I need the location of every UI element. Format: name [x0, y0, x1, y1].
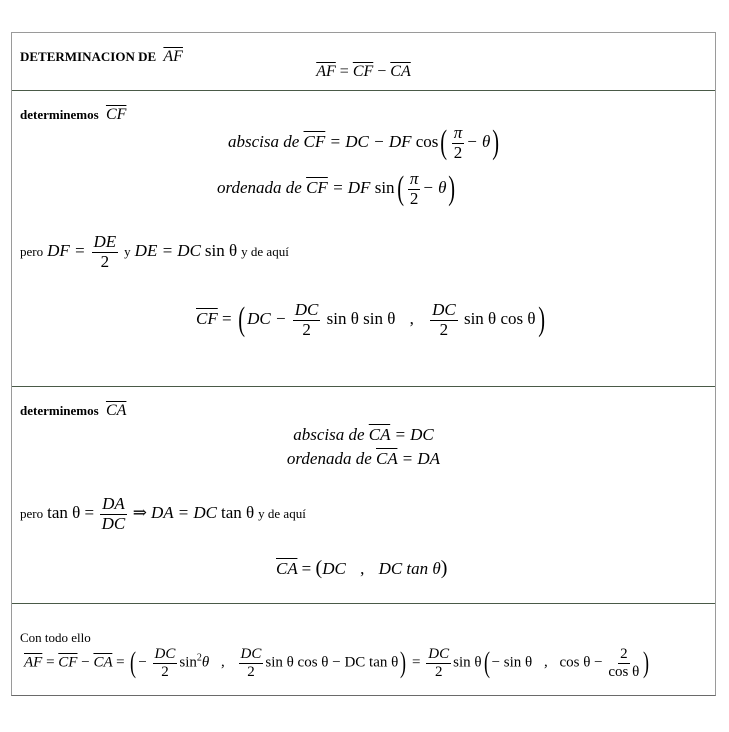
cf-abscisa-equation: abscisa de $\overline{CF}$ = DC − DF cos( $\frac{\pi}{2}$ − θ)	[228, 123, 500, 162]
vector-af: $\overline{AF}$	[163, 48, 183, 65]
section-cf-heading: determinemos $\overline{CF}$	[20, 106, 127, 123]
section-ca-heading: determinemos $\overline{CA}$	[20, 402, 127, 419]
cf-pero-line: pero DF = $\frac{DE}{2}$ y DE = DC sin θ y de aquí	[20, 232, 289, 271]
ca-pero-line: pero tan θ = $\frac{DA}{DC}$ ⇒ DA = DC tan θ y de aquí	[20, 494, 306, 533]
cf-ordenada-equation: ordenada de $\overline{CF}$ = DF sin( $\frac{\pi}{2}$ − θ)	[217, 169, 456, 208]
section-final	[12, 603, 715, 696]
section-cf	[12, 90, 715, 386]
final-intro: Con todo ello	[20, 630, 91, 645]
ca-result-equation: $\overline{CA} = (DC$ , DC tan θ)	[276, 557, 448, 579]
vector-ca: $\overline{CA}$	[105, 402, 127, 419]
ca-abscisa-equation: abscisa de $\overline{CA}$ = DC	[293, 425, 434, 444]
section-af	[12, 33, 715, 90]
cf-result-equation: $\overline{CF}$ = ( DC − $\frac{DC}{2}$ sin θ sin θ , $\frac{DC}{2}$ sin θ cos θ)	[196, 300, 545, 339]
document-table	[11, 32, 716, 696]
section-ca	[12, 386, 715, 603]
vector-cf: $\overline{CF}$	[105, 106, 127, 123]
ca-ordenada-equation: ordenada de $\overline{CA}$ = DA	[286, 449, 441, 468]
final-equation: $\overline{AF} = \overline{CF} - \overline{CA}$ = ( − $\frac{DC}{2}$ $\sin^2\theta$ , $\frac{DC}{2}$ sin θ cos θ − DC tan θ) = $\frac{DC}{2}$ sin θ( − sin θ , cos θ − $\frac{2}{\text{cos θ}}$ )	[24, 646, 650, 680]
section-af-heading: DETERMINACION DE $\overline{AF}$	[20, 48, 183, 65]
af-equation: $\overline{AF} = \overline{CF} - \overline{CA}$	[316, 63, 411, 80]
